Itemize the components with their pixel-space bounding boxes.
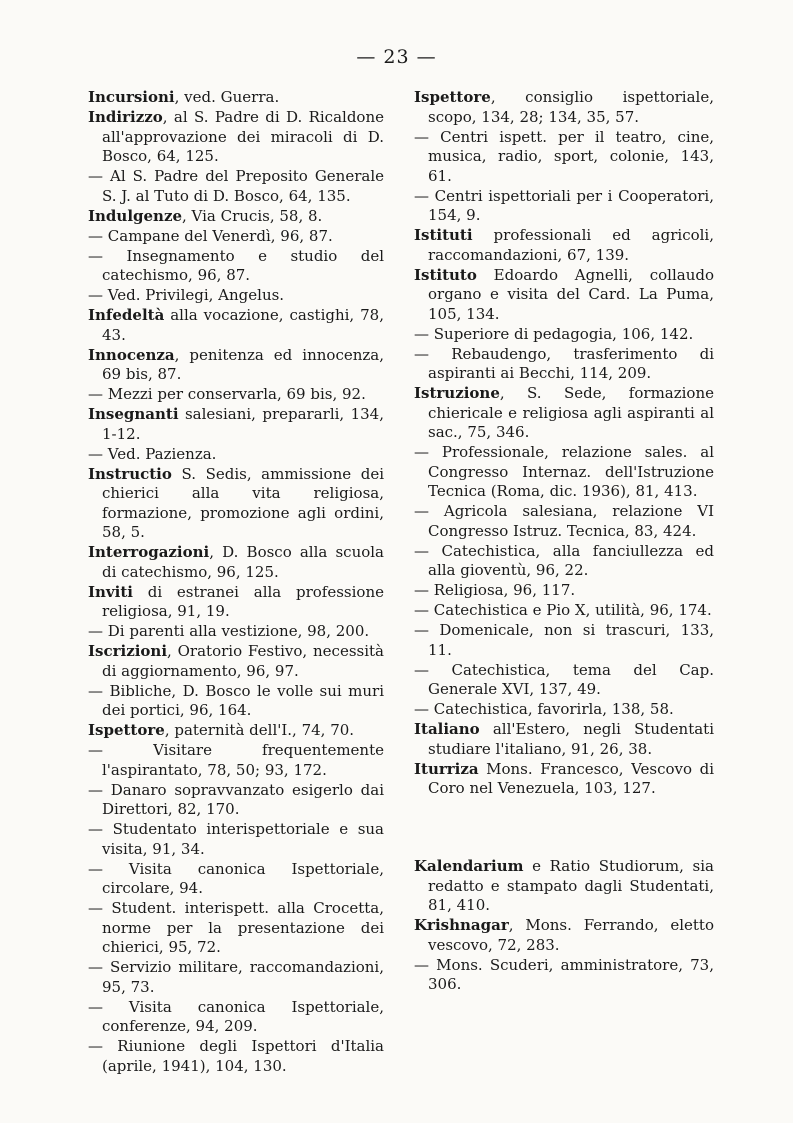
index-entry — [414, 187, 714, 226]
entry-text: — Al S. Padre del Preposito Generale S. J. al Tuto di D. Bosco, 64, 135. — [88, 167, 384, 205]
index-entry — [88, 1037, 384, 1076]
entry-text: — Ved. Privilegi, Angelus. — [88, 286, 285, 304]
index-entry — [88, 465, 384, 543]
entry-heading: Instructio — [88, 464, 172, 483]
entry-heading: Ispettore — [414, 88, 491, 106]
entry-text: — Campane del Venerdì, 96, 87. — [88, 226, 333, 245]
entry-heading: Insegnanti — [88, 405, 179, 423]
entry-text: — Centri ispett. per il teatro, cine, musica, radio, sport, colonie, 143, 61. — [414, 127, 714, 185]
entry-text: di estranei alla professione religiosa, 91, 19. — [102, 582, 384, 620]
index-section-i — [414, 88, 714, 799]
index-entry — [88, 721, 384, 741]
index-entry — [88, 247, 384, 286]
index-entry — [414, 345, 714, 384]
entry-text: — Centri ispettoriali per i Cooperatori, 154, 9. — [414, 186, 714, 224]
index-entry — [414, 384, 714, 443]
entry-heading: Ispettore — [88, 721, 165, 739]
index-entry — [88, 227, 384, 247]
entry-text: — Catechistica e Pio X, utilità, 96, 174. — [414, 601, 712, 619]
entry-text: all'Estero, negli Studentati studiare l'italiano, 91, 26, 38. — [428, 720, 714, 758]
entry-text: Edoardo Agnelli, collaudo organo e visita del Card. La Puma, 105, 134. — [428, 265, 714, 323]
entry-heading: Innocenza — [88, 345, 175, 364]
index-entry — [88, 741, 384, 780]
entry-text: — Professionale, relazione sales. al Congresso Internaz. dell'Istruzione Tecnica (Roma, dic. 1936), 81, 413. — [414, 443, 714, 500]
index-entry — [88, 820, 384, 859]
section-gap — [414, 799, 714, 857]
index-entry — [88, 860, 384, 899]
entry-text: , al S. Padre di D. Ricaldone all'approvazione dei miracoli di D. Bosco, 64, 125. — [102, 108, 384, 165]
index-entry — [414, 266, 714, 325]
entry-text: — Superiore di pedagogia, 106, 142. — [414, 324, 694, 343]
entry-text: e Ratio Studiorum, sia redatto e stampato dagli Studentati, 81, 410. — [428, 857, 714, 914]
index-entry — [88, 207, 384, 227]
entry-text: , Mons. Ferrando, eletto vescovo, 72, 283. — [428, 916, 714, 954]
entry-text: — Di parenti alla vestizione, 98, 200. — [88, 622, 370, 640]
entry-heading: Iscrizioni — [88, 642, 168, 660]
entry-text: alla vocazione, castighi, 78, 43. — [102, 306, 384, 344]
entry-text: — Ved. Pazienza. — [88, 444, 217, 463]
index-entry — [414, 956, 714, 995]
entry-text: , D. Bosco alla scuola di catechismo, 96, 125. — [102, 543, 384, 581]
index-entry — [88, 682, 384, 721]
entry-text: — Insegnamento e studio del catechismo, 96, 87. — [88, 246, 384, 284]
index-entry — [414, 700, 714, 720]
index-entry — [414, 621, 714, 660]
index-entry — [414, 916, 714, 955]
entry-text: — Religiosa, 96, 117. — [414, 581, 576, 599]
index-entry — [88, 583, 384, 622]
entry-text: professionali ed agricoli, raccomandazioni, 67, 139. — [428, 226, 714, 264]
entry-text: — Agricola salesiana, relazione VI Congresso Istruz. Tecnica, 83, 424. — [414, 502, 714, 540]
entry-heading: Inviti — [88, 582, 133, 601]
index-entry — [88, 781, 384, 820]
entry-heading: Krishnagar — [414, 916, 509, 934]
entry-text: — Visita canonica Ispettoriale, conferenze, 94, 209. — [88, 997, 384, 1035]
entry-heading: Indirizzo — [88, 108, 163, 126]
index-entry — [88, 346, 384, 385]
index-entry — [414, 128, 714, 187]
entry-text: , Via Crucis, 58, 8. — [182, 206, 323, 225]
index-entry — [88, 286, 384, 306]
entry-text: — Rebaudengo, trasferimento di aspiranti ai Becchi, 114, 209. — [414, 344, 714, 382]
entry-text: — Visitare frequentemente l'aspirantato, 78, 50; 93, 172. — [88, 741, 384, 779]
entry-text: — Domenicale, non si trascuri, 133, 11. — [414, 621, 714, 659]
index-entry — [88, 543, 384, 582]
index-entry — [414, 88, 714, 127]
entry-text: , consiglio ispettoriale, scopo, 134, 28; 134, 35, 57. — [428, 88, 714, 126]
entry-heading: Istruzione — [414, 384, 500, 402]
entry-text: — Servizio militare, raccomandazioni, 95, 73. — [88, 958, 384, 996]
entry-text: — Bibliche, D. Bosco le volle sui muri dei portici, 96, 164. — [88, 681, 384, 719]
entry-text: — Catechistica, tema del Cap. Generale XVI, 137, 49. — [414, 660, 714, 698]
index-entry — [414, 857, 714, 916]
entry-text: — Mons. Scuderi, amministratore, 73, 306. — [414, 955, 714, 993]
entry-heading: Interrogazioni — [88, 543, 210, 561]
index-section-k — [414, 857, 714, 995]
entry-heading: Indulgenze — [88, 206, 183, 225]
entry-text: , S. Sede, formazione chiericale e religiosa agli aspiranti al sac., 75, 346. — [428, 384, 714, 441]
index-entry — [414, 502, 714, 541]
entry-text: , penitenza ed innocenza, 69 bis, 87. — [102, 345, 384, 383]
entry-text: — Riunione degli Ispettori d'Italia (aprile, 1941), 104, 130. — [88, 1037, 384, 1075]
index-entry — [88, 306, 384, 345]
entry-text: — Student. interispett. alla Crocetta, norme per la presentazione dei chierici, 95, 72. — [88, 899, 384, 956]
index-entry — [414, 226, 714, 265]
index-entry — [414, 325, 714, 345]
index-entry — [88, 405, 384, 444]
index-entry — [414, 542, 714, 581]
entry-text: Mons. Francesco, Vescovo di Coro nel Venezuela, 103, 127. — [428, 759, 714, 797]
entry-text: , ved. Guerra. — [174, 88, 280, 106]
entry-text: salesiani, prepararli, 134, 1-12. — [102, 405, 384, 443]
index-entry — [88, 445, 384, 465]
index-entry — [88, 88, 384, 108]
index-entry — [414, 661, 714, 700]
entry-text: — Mezzi per conservarla, 69 bis, 92. — [88, 385, 366, 403]
entry-text: — Studentato interispettoriale e sua visita, 91, 34. — [88, 820, 384, 858]
entry-heading: Iturriza — [414, 759, 479, 778]
entry-text: , paternità dell'I., 74, 70. — [164, 721, 355, 739]
entry-heading: Infedeltà — [88, 306, 165, 324]
index-entry — [88, 385, 384, 405]
index-entry — [414, 443, 714, 502]
index-entry — [88, 167, 384, 206]
entry-heading: Kalendarium — [414, 857, 524, 875]
entry-text: S. Sedis, ammissione dei chierici alla vita religiosa, formazione, promozione agli ordini, 58, 5. — [102, 464, 384, 541]
entry-heading: Incursioni — [88, 88, 175, 106]
page-number: — 23 — — [356, 46, 437, 68]
index-column-left — [88, 88, 384, 1077]
index-entry — [414, 760, 714, 799]
index-entry — [88, 622, 384, 642]
index-entry — [88, 642, 384, 681]
entry-text: — Catechistica, alla fanciullezza ed alla gioventù, 96, 22. — [414, 541, 714, 579]
index-column-right — [414, 88, 714, 995]
index-entry — [414, 601, 714, 621]
index-entry — [88, 958, 384, 997]
entry-heading: Istituto — [414, 265, 477, 284]
entry-text: — Danaro sopravvanzato esigerlo dai Direttori, 82, 170. — [88, 780, 384, 818]
index-entry — [414, 581, 714, 601]
entry-text: — Catechistica, favorirla, 138, 58. — [414, 700, 674, 718]
entry-text: — Visita canonica Ispettoriale, circolare, 94. — [88, 859, 384, 897]
index-entry — [88, 899, 384, 958]
entry-heading: Italiano — [414, 720, 480, 738]
index-entry — [88, 998, 384, 1037]
entry-text: , Oratorio Festivo, necessità di aggiornamento, 96, 97. — [102, 642, 384, 680]
index-entry — [414, 720, 714, 759]
index-entry — [88, 108, 384, 167]
entry-heading: Istituti — [414, 226, 473, 244]
